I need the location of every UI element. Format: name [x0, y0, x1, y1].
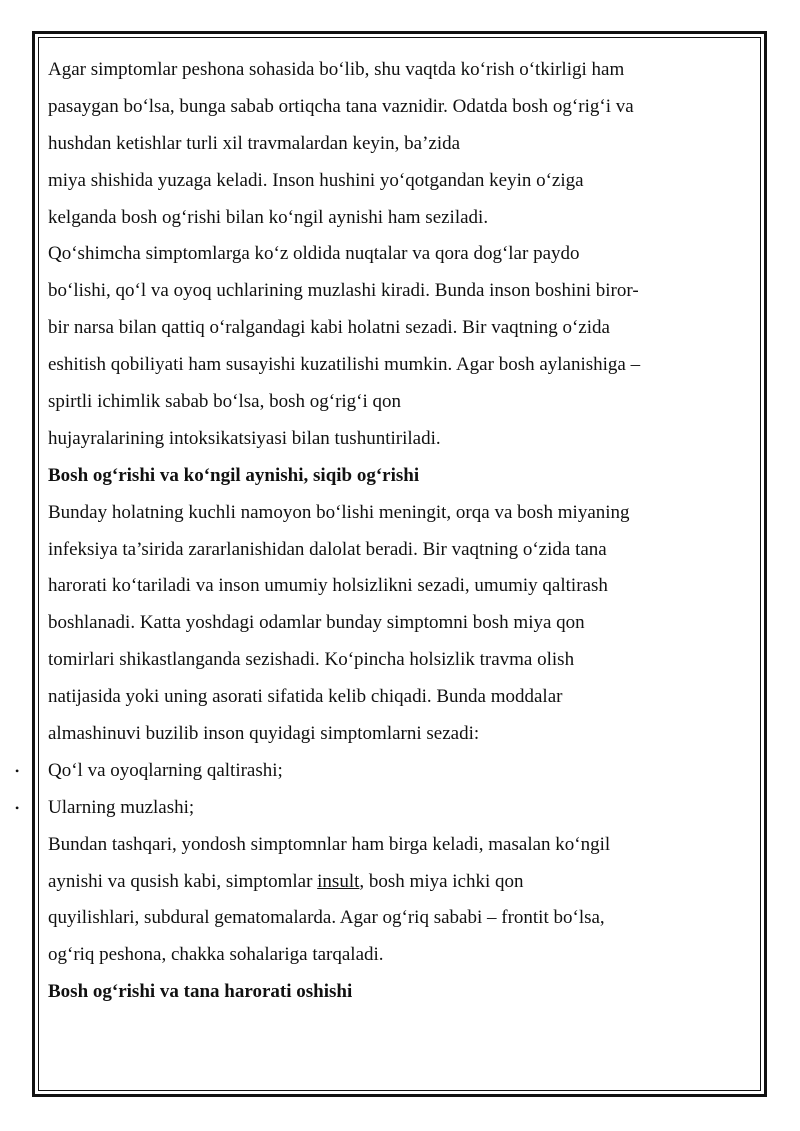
section-heading: Bosh og‘rishi va tana harorati oshishi — [48, 981, 353, 1003]
paragraph-line: Qo‘shimcha simptomlarga ko‘z oldida nuqtalar va qora dog‘lar paydo — [48, 243, 580, 265]
document-body — [15, 52, 738, 1011]
link-suffix-text: , bosh miya ichki qon — [359, 870, 524, 892]
paragraph-line: Agar simptomlar peshona sohasida bo‘lib, shu vaqtda ko‘rish o‘tkirligi ham — [48, 59, 625, 80]
paragraph-line: natijasida yoki uning asorati sifatida kelib chiqadi. Bunda moddalar — [48, 686, 563, 708]
paragraph-line: infeksiya ta’sirida zararlanishidan dalolat beradi. Bir vaqtning o‘zida tana — [48, 538, 607, 560]
paragraph-line: harorati ko‘tariladi va inson umumiy holsizlikni sezadi, umumiy qaltirash — [48, 575, 608, 597]
bullet-icon: • — [15, 763, 20, 778]
paragraph-line: bo‘lishi, qo‘l va oyoq uchlarining muzlashi kiradi. Bunda inson boshini biror- — [48, 280, 639, 302]
paragraph-line: hushdan ketishlar turli xil travmalardan keyin, ba’zida — [48, 132, 461, 154]
paragraph-line: pasaygan bo‘lsa, bunga sabab ortiqcha tana vaznidir. Odatda bosh og‘rig‘i va — [48, 95, 634, 117]
paragraph-line: og‘riq peshona, chakka sohalariga tarqaladi. — [48, 944, 384, 966]
paragraph-line-with-link — [48, 864, 738, 901]
paragraph-line: eshitish qobiliyati ham susayishi kuzatilishi mumkin. Agar bosh aylanishiga – — [48, 354, 641, 376]
bullet-icon: • — [15, 800, 20, 815]
paragraph-line: spirtli ichimlik sabab bo‘lsa, bosh og‘rig‘i qon — [48, 391, 402, 413]
paragraph-line: miya shishida yuzaga keladi. Inson hushini yo‘qotgandan keyin o‘ziga — [48, 169, 584, 191]
section-heading: Bosh og‘rishi va ko‘ngil aynishi, siqib og‘rishi — [48, 464, 420, 486]
paragraph-line: almashinuvi buzilib inson quyidagi simptomlarni sezadi: — [48, 723, 480, 745]
paragraph-line: kelganda bosh og‘rishi bilan ko‘ngil aynishi ham seziladi. — [48, 206, 489, 228]
link-prefix-text: aynishi va qusish kabi, simptomlar — [48, 870, 318, 892]
paragraph-line: boshlanadi. Katta yoshdagi odamlar bunday simptomni bosh miya qon — [48, 612, 585, 634]
insult-link[interactable]: insult — [317, 870, 360, 892]
bullet-item — [15, 753, 738, 790]
bullet-text: Qo‘l va oyoqlarning qaltirashi; — [48, 759, 283, 781]
paragraph-line: Bundan tashqari, yondosh simptomnlar ham birga keladi, masalan ko‘ngil — [48, 833, 611, 855]
paragraph-line: bir narsa bilan qattiq o‘ralgandagi kabi holatni sezadi. Bir vaqtning o‘zida — [48, 317, 610, 339]
paragraph-line: quyilishlari, subdural gematomalarda. Agar og‘riq sababi – frontit bo‘lsa, — [48, 907, 605, 929]
paragraph-line: tomirlari shikastlanganda sezishadi. Ko‘pincha holsizlik travma olish — [48, 649, 575, 671]
bullet-item — [15, 790, 738, 827]
bullet-text: Ularning muzlashi; — [48, 796, 195, 818]
paragraph-line: Bunday holatning kuchli namoyon bo‘lishi meningit, orqa va bosh miyaning — [48, 501, 630, 523]
paragraph-line: hujayralarining intoksikatsiyasi bilan tushuntiriladi. — [48, 427, 441, 449]
